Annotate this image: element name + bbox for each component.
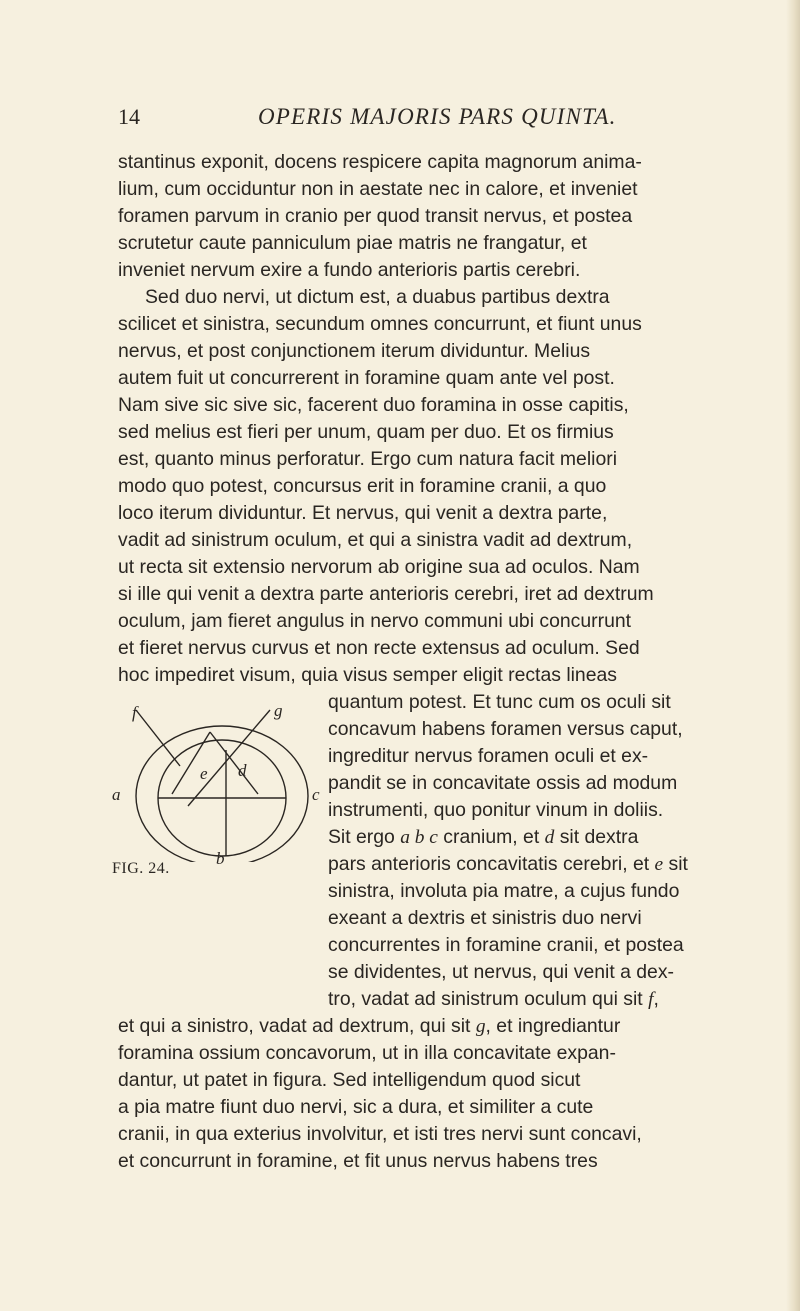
body-line: hoc impediret visum, quia visus semper eligit rectas lineas [118,664,617,686]
wrapped-line: tro, vadat ad sinistrum oculum qui sit f, [328,988,659,1010]
body-line: foramen parvum in cranio per quod transit nervus, et postea [118,205,633,227]
variable: a b c [400,827,438,848]
body-line: Nam sive sic sive sic, facerent duo foramina in osse capitis, [118,394,629,416]
body-line: et qui a sinistro, vadat ad dextrum, qui sit g, et ingrediantur [118,1015,621,1037]
wrapped-line: se dividentes, ut nervus, qui venit a dex- [328,961,674,983]
body-line: dantur, ut patet in figura. Sed intelligendum quod sicut [118,1069,581,1091]
optic-nerve-diagram [112,702,320,862]
wrapped-line: concurrentes in foramine cranii, et postea [328,934,684,956]
page-edge [786,0,800,1311]
figure-24 [112,702,320,882]
body-line: vadit ad sinistrum oculum, et qui a sinistra vadit ad dextrum, [118,529,633,551]
wrapped-line: sinistra, involuta pia matre, a cujus fundo [328,880,680,902]
wrapped-line: pandit se in concavitate ossis ad modum [328,772,678,794]
body-line: stantinus exponit, docens respicere capita magnorum anima- [118,151,642,173]
body-line: lium, cum occiduntur non in aestate nec in calore, et inveniet [118,178,638,200]
variable: f [648,989,654,1010]
wrapped-line: concavum habens foramen versus caput, [328,718,683,740]
label-e: e [200,764,208,783]
wrapped-line: Sit ergo a b c cranium, et d sit dextra [328,826,639,848]
body-line: a pia matre fiunt duo nervi, sic a dura, et similiter a cute [118,1096,594,1118]
page-number: 14 [118,104,140,129]
wrapped-line: pars anterioris concavitatis cerebri, et e sit [328,853,688,875]
body-line: inveniet nervum exire a fundo anterioris partis cerebri. [118,259,581,281]
variable: e [654,854,664,875]
variable: d [544,827,555,848]
body-line: sed melius est fieri per unum, quam per duo. Et os firmius [118,421,614,443]
body-line: autem fuit ut concurrerent in foramine quam ante vel post. [118,367,615,389]
body-line: et concurrunt in foramine, et fit unus nervus habens tres [118,1150,598,1172]
body-line: si ille qui venit a dextra parte anterioris cerebri, iret ad dextrum [118,583,654,605]
body-line: nervus, et post conjunctionem iterum dividuntur. Melius [118,340,591,362]
body-line: oculum, jam fieret angulus in nervo communi ubi concurrunt [118,610,632,632]
body-line: ut recta sit extensio nervorum ab origine sua ad oculos. Nam [118,556,640,578]
running-title: OPERIS MAJORIS PARS QUINTA. [258,104,617,129]
wrapped-line: ingreditur nervus foramen oculi et ex- [328,745,649,767]
label-g: g [274,701,283,720]
wrapped-line: quantum potest. Et tunc cum os oculi sit [328,691,671,713]
nerve-line-g [188,710,270,806]
label-c: c [312,785,320,804]
page-header [118,104,742,136]
wrapped-line: instrumenti, quo ponitur vinum in doliis. [328,799,664,821]
body-line: Sed duo nervi, ut dictum est, a duabus partibus dextra [145,286,610,308]
body-line: et fieret nervus curvus et non recte extensus ad oculum. Sed [118,637,640,659]
body-line: cranii, in qua exterius involvitur, et isti tres nervi sunt concavi, [118,1123,642,1145]
body-line: scrutetur caute panniculum piae matris ne frangatur, et [118,232,587,254]
body-line: scilicet et sinistra, secundum omnes concurrunt, et fiunt unus [118,313,642,335]
label-d: d [238,761,247,780]
label-b: b [216,849,225,868]
body-line: modo quo potest, concursus erit in foramine cranii, a quo [118,475,607,497]
variable: g [475,1016,486,1037]
label-f: f [132,703,137,722]
figure-caption: FIG. 24. [112,860,170,877]
label-a: a [112,785,121,804]
body-line: est, quanto minus perforatur. Ergo cum natura facit meliori [118,448,618,470]
wrapped-line: exeant a dextris et sinistris duo nervi [328,907,642,929]
body-line: loco iterum dividuntur. Et nervus, qui venit a dextra parte, [118,502,608,524]
body-line: foramina ossium concavorum, ut in illa concavitate expan- [118,1042,616,1064]
